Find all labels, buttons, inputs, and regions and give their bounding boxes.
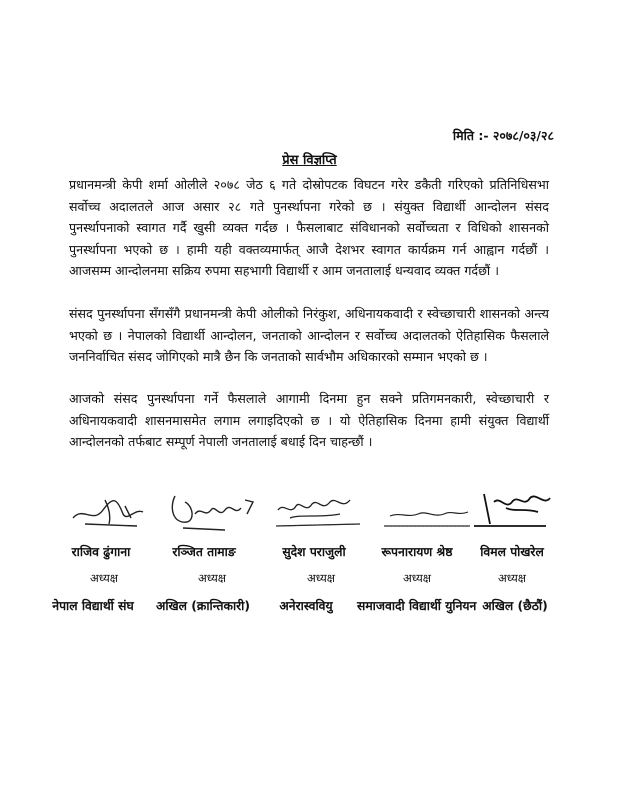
signatory-org: समाजवादी विद्यार्थी युनियन: [357, 599, 477, 613]
signature-1: [65, 488, 155, 533]
signatory-names: [0, 543, 619, 563]
signatory-org: अखिल (क्रान्तिकारी): [156, 599, 250, 613]
signatory-role: अध्यक्ष: [402, 571, 432, 585]
signatory-roles: [0, 571, 619, 591]
paragraph-1: प्रधानमन्त्री केपी शर्मा ओलीले २०७८ जेठ ६ गते दोस्रोपटक विघटन गरेर डकैती गरिएको प्रतिनिधिसभा सर्वोच्च अदालतले आज असार २८ गते पुनर्स्थापना गरेको छ । संयुक्त विद्यार्थी आन्दोलन संसद पुनर्स्थापनाको स्वागत गर्दै खुसी व्यक्त गर्दछ । फैसलाबाट संविधानको सर्वोच्चता र विधिको शासनको पुनर्स्थापना भएको छ । हामी यही वक्तव्यमार्फत् आजै देशभर स्वागत कार्यक्रम गर्न आह्वान गर्दछौं । आजसम्म आन्दोलनमा सक्रिय रुपमा सहभागी विद्यार्थी र आम जनतालाई धन्यवाद व्यक्त गर्दछौं ।: [69, 177, 549, 278]
signatory-role: अध्यक्ष: [89, 571, 119, 585]
signatory-org: अखिल (छैठौं): [482, 599, 548, 613]
document-title: प्रेस विज्ञप्ति: [282, 153, 337, 168]
paragraph-2: संसद पुनर्स्थापना सँगसँगै प्रधानमन्त्री केपी ओलीको निरंकुश, अधिनायकवादी र स्वेच्छाचारी शासनको अन्त्य भएको छ । नेपालको विद्यार्थी आन्दोलन, जनताको आन्दोलन र सर्वोच्च अदालतको ऐतिहासिक फैसलाले जननिर्वाचित संसद जोगिएको मात्रै छैन कि जनताको सार्वभौम अधिकारको सम्मान भएको छ ।: [69, 306, 549, 364]
signatory-organizations: [0, 597, 619, 617]
signatures-row: [60, 488, 560, 533]
signatory-org: अनेरास्ववियु: [279, 599, 333, 613]
signatory-org: नेपाल विद्यार्थी संघ: [52, 599, 134, 613]
signature-4: [378, 488, 478, 533]
signatory-role: अध्यक्ष: [497, 571, 527, 585]
signatory-name: रूपनारायण श्रेष्ठ: [381, 545, 453, 559]
paragraph-3: आजको संसद पुनर्स्थापना गर्ने फैसलाले आगामी दिनमा हुन सक्ने प्रतिगमनकारी, स्वेच्छाचारी र अधिनायकवादी शासनमासमेत लगाम लगाइदिएको छ । यो ऐतिहासिक दिनमा हामी संयुक्त विद्यार्थी आन्दोलनको तर्फबाट सम्पूर्ण नेपाली जनतालाई बधाई दिन चाहन्छौं ।: [69, 391, 549, 449]
signatory-role: अध्यक्ष: [197, 571, 227, 585]
signatory-name: राजिव ढुंगाना: [71, 545, 131, 559]
signature-2: [165, 488, 265, 533]
signatory-name: रञ्जित तामाङ: [172, 545, 236, 559]
signatory-name: सुदेश पराजुली: [282, 545, 346, 559]
signatory-role: अध्यक्ष: [306, 571, 336, 585]
signature-3: [270, 488, 370, 533]
signature-5: [470, 488, 560, 533]
signatory-name: विमल पोखरेल: [480, 545, 544, 559]
release-date: मिति :- २०७८/०३/२८: [452, 128, 554, 143]
